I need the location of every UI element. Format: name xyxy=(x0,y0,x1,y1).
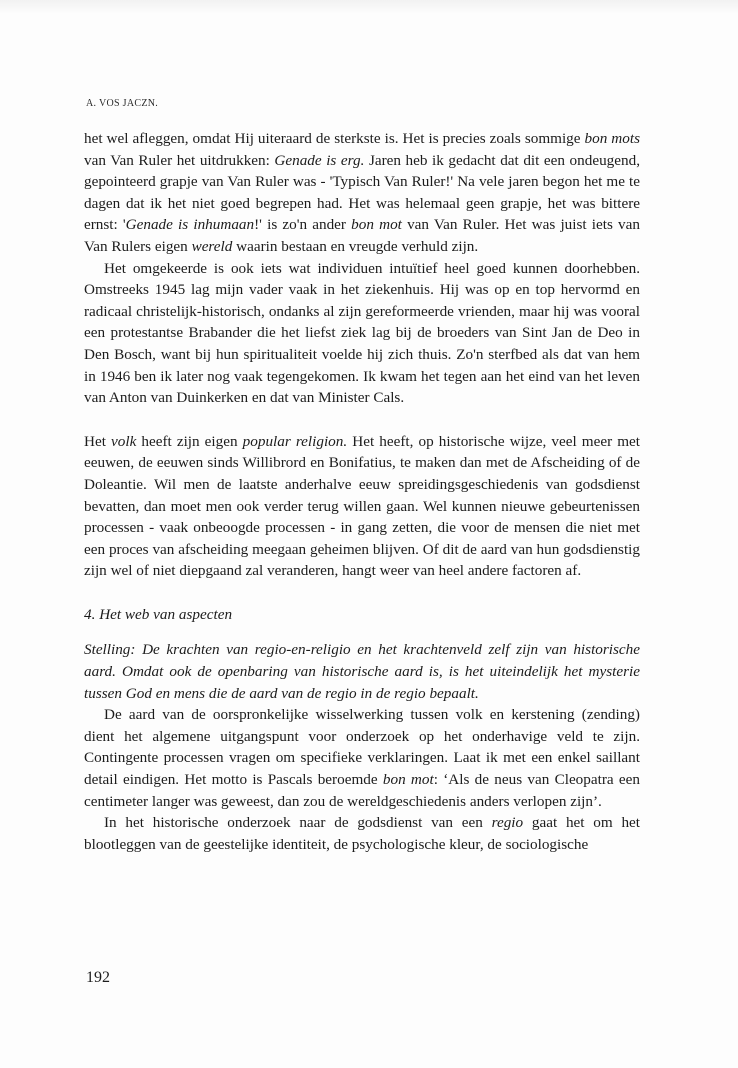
text-run: waarin bestaan en vreugde verhuld zijn. xyxy=(232,237,479,255)
paragraph-4 xyxy=(84,704,640,812)
text-run: Het omgekeerde is ook iets wat individuen intuïtief heel goed kunnen doorhebben. Omstreeks 1945 lag mijn vader vaak in het ziekenhuis. Hij was op en top hervormd en radicaal christelijk-historisch, ondanks al zijn gereformeerde vrienden, maar hij was vooral een protestantse Brabander die het liefst ziek lag bij de broeders van Sint Jan de Deo in Den Bosch, want bij hun spiritualiteit voelde hij zich thuis. Zo'n sterfbed als dat van hem in 1946 ben ik later nog vaak tegengekomen. Ik kwam het tegen aan het eind van het leven van Anton van Duinkerken en dat van Minister Cals. xyxy=(84,259,640,407)
scan-edge-shadow xyxy=(0,0,738,14)
text-run: heeft zijn eigen xyxy=(136,432,243,450)
paragraph-3 xyxy=(84,431,640,582)
italic-run: popular religion. xyxy=(242,432,348,450)
page-number: 192 xyxy=(86,969,110,986)
text-run: het wel afleggen, omdat Hij uiteraard de sterkste is. Het is precies zoals sommige xyxy=(84,130,585,147)
italic-run: Genade is inhumaan xyxy=(125,216,255,234)
italic-run: regio xyxy=(491,814,524,832)
section-gap xyxy=(84,582,640,604)
text-run: van Van Ruler. Het was juist iets van Van Rulers eigen xyxy=(84,216,640,255)
paragraph-gap xyxy=(84,409,640,431)
italic-run: Genade is erg. xyxy=(274,151,365,169)
text-run: gaat het om het blootleggen van de geestelijke identiteit, de psychologische kleur, de sociologische xyxy=(84,814,640,853)
text-run: !' is zo'n ander xyxy=(254,216,352,234)
italic-run: volk xyxy=(111,432,137,450)
heading-gap xyxy=(84,625,640,639)
section-heading: 4. Het web van aspecten xyxy=(84,605,233,623)
italic-run: bon mot xyxy=(351,216,402,234)
text-run: Jaren heb ik gedacht dat dit een ondeugend, gepointeerd grapje van Van Ruler was - 'Typisch Van Ruler!' Na vele jaren begon het me te dagen dat ik het niet goed begrepen had. Het was helemaal geen grapje, het was bittere ernst: ' xyxy=(84,151,640,234)
paragraph-2 xyxy=(84,258,640,409)
paragraph-1 xyxy=(84,128,640,258)
text-run: De aard van de oorspronkelijke wisselwerking tussen volk en kerstening (zending) dient het algemene uitgangspunt voor onderzoek op het onderhavige veld te zijn. Contingente processen vragen om specifieke verklaringen. Laat ik met een enkel saillant detail eindigen. Het motto is Pascals beroemde xyxy=(84,706,640,789)
text-run: : ‘Als de neus van Cleopatra een centimeter langer was geweest, dan zou de wereldgeschiedenis anders verlopen zijn’. xyxy=(84,771,640,810)
text-run: van Van Ruler het uitdrukken: xyxy=(84,151,275,169)
text-run: In het historische onderzoek naar de godsdienst van een xyxy=(104,814,492,832)
italic-run: bon mot xyxy=(382,771,434,789)
running-head: A. VOS JACZN. xyxy=(86,98,159,109)
thesis-statement: Stelling: De krachten van regio-en-religio en het krachtenveld zelf zijn van historische aard. Omdat ook de openbaring van historische aard is, is het uiteindelijk het mysterie tussen God en mens die de aard van de regio in de regio bepaalt. xyxy=(84,641,640,702)
text-run: Het heeft, op historische wijze, veel meer met eeuwen, de eeuwen sinds Willibrord en Bonifatius, te maken dan met de Afscheiding of de Doleantie. Wil men de laatste anderhalve eeuw spreidingsgeschiedenis van godsdienst bevatten, dan moet men ook verder terug willen gaan. Wel kunnen nieuwe gebeurtenissen processen - vaak onbeoogde processen - in gang zetten, die voor de mensen die niet met een proces van afscheiding meegaan geheimen blijven. Of dit de aard van hun godsdienstig zijn wel of niet diepgaand zal veranderen, hangt weer van heel andere factoren af. xyxy=(84,432,640,580)
body-text-top xyxy=(84,128,640,855)
italic-run: bon mots xyxy=(584,130,640,147)
paragraph-5 xyxy=(84,812,640,855)
text-run: Het xyxy=(84,432,112,450)
italic-run: wereld xyxy=(191,237,233,255)
